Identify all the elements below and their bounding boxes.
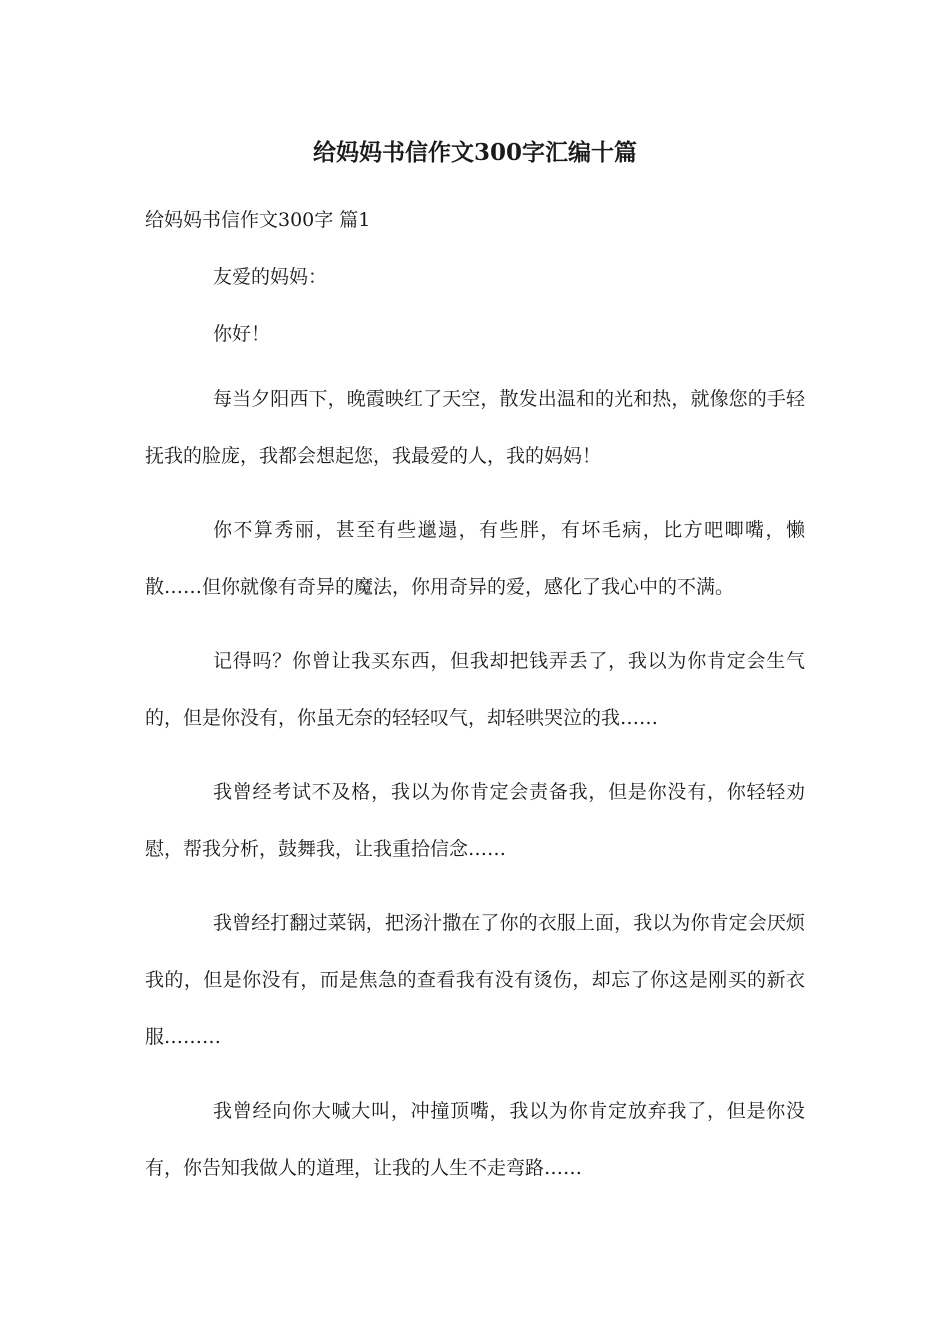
body-paragraph: 我曾经考试不及格，我以为你肯定会责备我，但是你没有，你轻轻劝慰，帮我分析，鼓舞我，让我重拾信念…… xyxy=(145,781,805,860)
greeting: 你好！ xyxy=(213,323,271,345)
body-paragraph: 我曾经向你大喊大叫，冲撞顶嘴，我以为你肯定放弃我了，但是你没有，你告知我做人的道理，让我的人生不走弯路…… xyxy=(145,1100,805,1179)
salutation: 友爱的妈妈： xyxy=(213,266,328,288)
document-body xyxy=(145,200,805,1214)
body-paragraph: 每当夕阳西下，晚霞映红了天空，散发出温和的光和热，就像您的手轻抚我的脸庞，我都会想起您，我最爱的人，我的妈妈！ xyxy=(145,388,805,467)
body-paragraph: 你不算秀丽，甚至有些邋遢，有些胖，有坏毛病，比方吧唧嘴，懒散……但你就像有奇异的魔法，你用奇异的爱，感化了我心中的不满。 xyxy=(145,519,805,598)
body-paragraph: 我曾经打翻过菜锅，把汤汁撒在了你的衣服上面，我以为你肯定会厌烦我的，但是你没有，而是焦急的查看我有没有烫伤，却忘了你这是刚买的新衣服……… xyxy=(145,912,805,1048)
body-paragraph: 记得吗？你曾让我买东西，但我却把钱弄丢了，我以为你肯定会生气的，但是你没有，你虽无奈的轻轻叹气，却轻哄哭泣的我…… xyxy=(145,650,805,729)
section-heading: 给妈妈书信作文300字 篇1 xyxy=(145,209,371,231)
document-title: 给妈妈书信作文300字汇编十篇 xyxy=(312,139,637,166)
